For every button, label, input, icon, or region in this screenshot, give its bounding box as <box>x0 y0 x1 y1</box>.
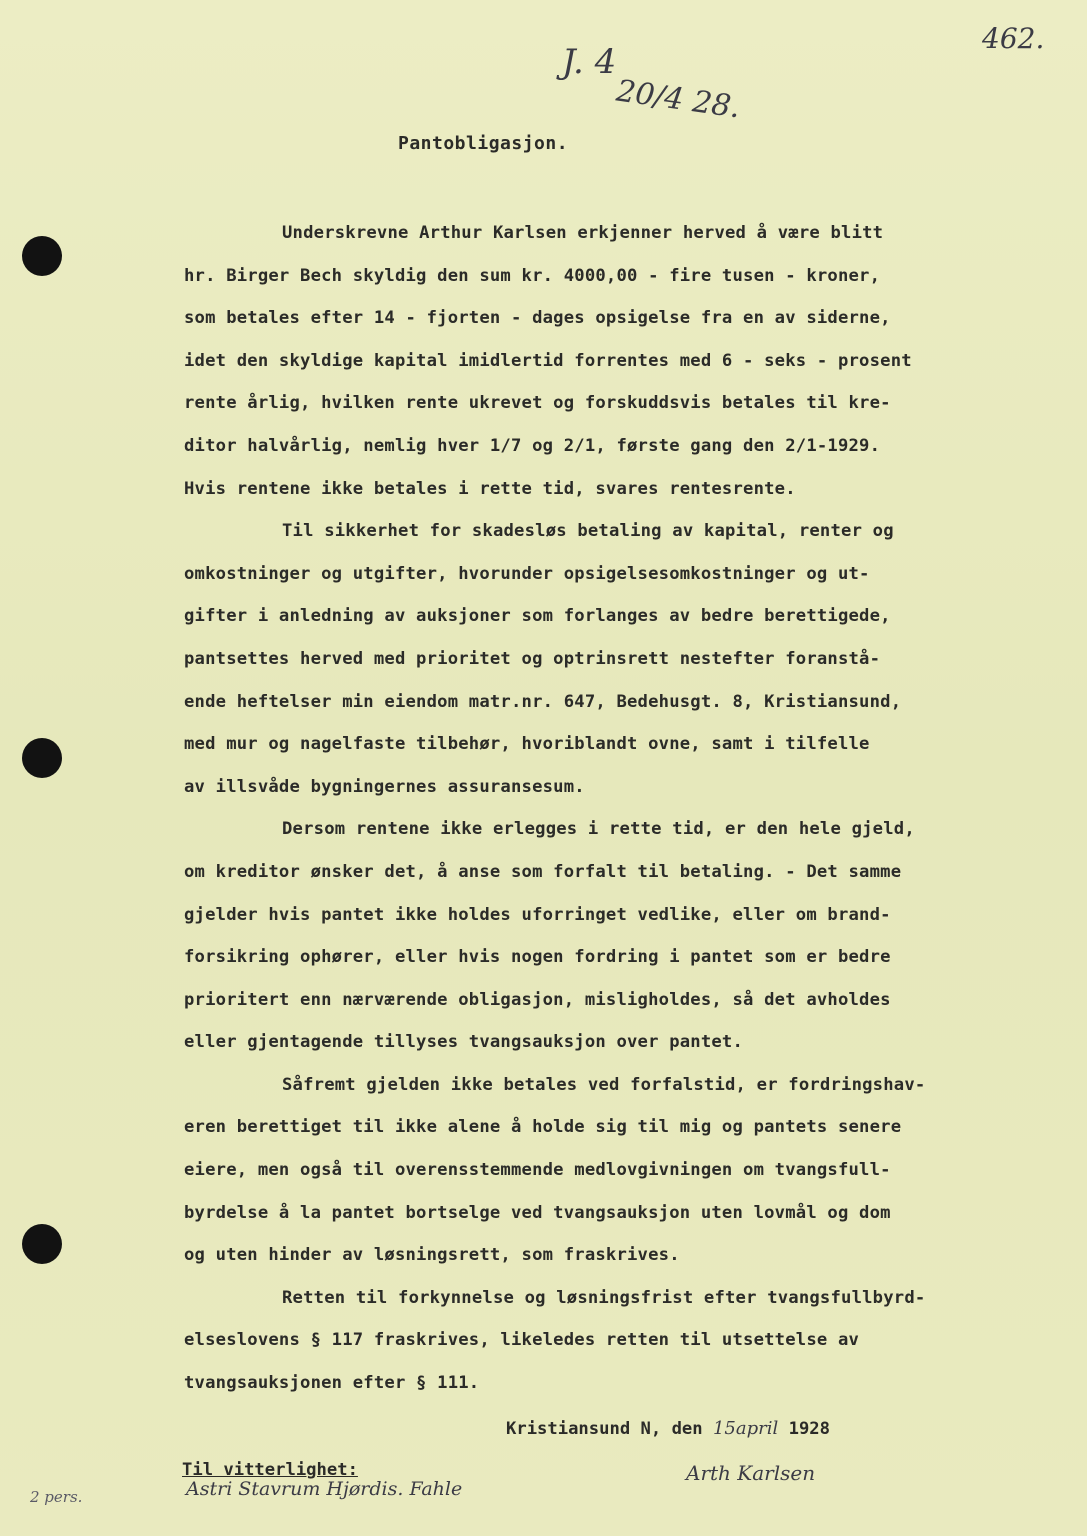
registration-stamp-line1: J. 4 <box>562 42 617 82</box>
text-line: tvangsauksjonen efter § 111. <box>184 1373 480 1394</box>
text-line: ende heftelser min eiendom matr.nr. 647, Bedehusgt. 8, Kristiansund, <box>184 691 902 712</box>
text-line: som betales efter 14 - fjorten - dages opsigelse fra en av siderne, <box>184 308 891 329</box>
text-line: Til sikkerhet for skadesløs betaling av kapital, renter og <box>282 521 894 542</box>
page-number: 462. <box>982 22 1045 55</box>
text-line: gjelder hvis pantet ikke holdes uforringet vedlike, eller om brand- <box>184 904 891 925</box>
punch-hole-icon <box>22 1224 62 1264</box>
text-line: eiere, men også til overensstemmende medlovgivningen om tvangsfull- <box>184 1160 891 1181</box>
date-prefix: Kristiansund N, den <box>506 1419 703 1439</box>
text-line: Dersom rentene ikke erlegges i rette tid, er den hele gjeld, <box>282 819 915 840</box>
text-line: Hvis rentene ikke betales i rette tid, svares rentesrente. <box>184 478 796 499</box>
registration-stamp-line2: 20/4 28. <box>614 73 743 126</box>
document-title: Pantobligasjon. <box>398 133 569 154</box>
document-body <box>184 212 1064 1405</box>
text-line: prioritert enn nærværende obligasjon, misligholdes, så det avholdes <box>184 989 891 1010</box>
date-year: 1928 <box>788 1419 831 1439</box>
text-line: Retten til forkynnelse og løsningsfrist efter tvangsfullbyrd- <box>282 1287 926 1308</box>
text-line: pantsettes herved med prioritet og optrinsrett nestefter foranstå- <box>184 648 881 669</box>
punch-hole-icon <box>22 236 62 276</box>
date-month: april <box>735 1418 779 1439</box>
text-line: med mur og nagelfaste tilbehør, hvoriblandt ovne, samt i tilfelle <box>184 734 870 755</box>
text-line: Underskrevne Arthur Karlsen erkjenner herved å være blitt <box>282 223 884 243</box>
text-line: gifter i anledning av auksjoner som forlanges av bedre berettigede, <box>184 606 891 627</box>
margin-note: 2 pers. <box>30 1488 83 1506</box>
text-line: idet den skyldige kapital imidlertid forrentes med 6 - seks - prosent <box>184 350 912 371</box>
text-line: hr. Birger Bech skyldig den sum kr. 4000,00 - fire tusen - kroner, <box>184 265 881 286</box>
signature: Arth Karlsen <box>686 1461 816 1485</box>
text-line: rente årlig, hvilken rente ukrevet og forskuddsvis betales til kre- <box>184 393 891 414</box>
date-line <box>506 1418 830 1439</box>
punch-hole-icon <box>22 738 62 778</box>
text-line: elseslovens § 117 fraskrives, likeledes retten til utsettelse av <box>184 1330 860 1351</box>
text-line: eller gjentagende tillyses tvangsauksjon over pantet. <box>184 1032 744 1053</box>
text-line: Såfremt gjelden ikke betales ved forfalstid, er fordringshav- <box>282 1074 926 1095</box>
text-line: forsikring ophører, eller hvis nogen fordring i pantet som er bedre <box>184 947 891 968</box>
date-day: 15 <box>712 1418 736 1439</box>
text-line: ditor halvårlig, nemlig hver 1/7 og 2/1, første gang den 2/1-1929. <box>184 435 881 456</box>
text-line: om kreditor ønsker det, å anse som forfalt til betaling. - Det samme <box>184 861 902 882</box>
text-line: omkostninger og utgifter, hvorunder opsigelsesomkostninger og ut- <box>184 563 870 584</box>
text-line: og uten hinder av løsningsrett, som fraskrives. <box>184 1245 680 1266</box>
text-line: byrdelse å la pantet bortselge ved tvangsauksjon uten lovmål og dom <box>184 1202 891 1223</box>
witness-label: Til vitterlighet: <box>182 1460 358 1480</box>
text-line: eren berettiget til ikke alene å holde sig til mig og pantets senere <box>184 1117 902 1138</box>
text-line: av illsvåde bygningernes assuransesum. <box>184 776 585 797</box>
witness-signatures: Astri Stavrum Hjørdis. Fahle <box>186 1478 463 1500</box>
